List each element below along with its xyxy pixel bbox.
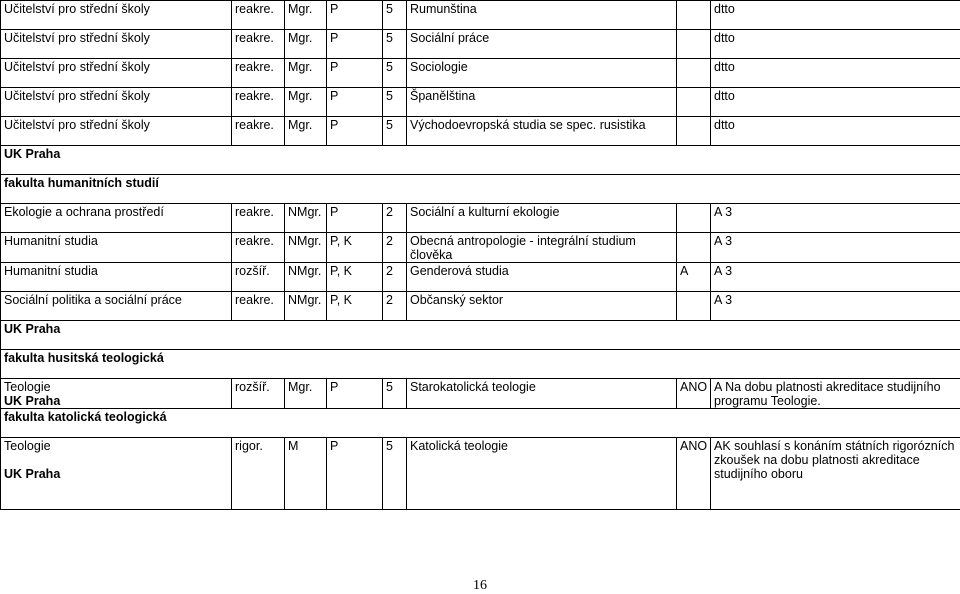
note-cell: dtto (711, 1, 960, 30)
study-field-cell: Učitelství pro střední školy (1, 59, 232, 88)
duration-cell: 5 (383, 88, 407, 117)
accreditation-type-cell: reakre. (232, 117, 285, 146)
study-field-cell: Učitelství pro střední školy (1, 30, 232, 59)
study-form-cell: P, K (327, 292, 383, 321)
study-programme-cell: Katolická teologie (407, 438, 677, 510)
section-header-cell: fakulta katolická teologická (1, 409, 960, 438)
duration-cell: 2 (383, 204, 407, 233)
study-field-cell (1, 438, 232, 510)
university-label: UK Praha (4, 394, 231, 408)
note-cell: A 3 (711, 204, 960, 233)
decision-cell (677, 117, 711, 146)
decision-cell (677, 233, 711, 263)
study-form-cell: P (327, 88, 383, 117)
note-cell: AK souhlasí s konáním státních rigorózních zkoušek na dobu platnosti akreditace studijního oboru (711, 438, 960, 510)
section-header-row (1, 175, 960, 204)
page-number: 16 (0, 578, 960, 594)
study-field-text: Teologie (4, 380, 51, 394)
study-programme-cell: Španělština (407, 88, 677, 117)
decision-cell: ANO (677, 379, 711, 409)
accreditation-type-cell: reakre. (232, 204, 285, 233)
table-row (1, 233, 960, 263)
study-form-cell: P (327, 59, 383, 88)
table-row (1, 117, 960, 146)
duration-cell: 5 (383, 30, 407, 59)
table-row (1, 88, 960, 117)
note-cell: A 3 (711, 263, 960, 292)
study-field-cell: Ekologie a ochrana prostředí (1, 204, 232, 233)
note-cell: dtto (711, 117, 960, 146)
accreditation-type-cell: reakre. (232, 1, 285, 30)
study-form-cell: P, K (327, 263, 383, 292)
decision-cell: ANO (677, 438, 711, 510)
section-header-row (1, 321, 960, 350)
study-programme-cell: Obecná antropologie - integrální studium člověka (407, 233, 677, 263)
study-field-cell (1, 379, 232, 409)
section-header-row (1, 350, 960, 379)
study-form-cell: P (327, 30, 383, 59)
table-row (1, 1, 960, 30)
study-field-cell: Učitelství pro střední školy (1, 88, 232, 117)
section-header-cell: UK Praha (1, 146, 960, 175)
degree-cell: Mgr. (285, 88, 327, 117)
decision-cell (677, 292, 711, 321)
duration-cell: 5 (383, 117, 407, 146)
study-form-cell: P (327, 117, 383, 146)
study-form-cell: P (327, 379, 383, 409)
duration-cell: 2 (383, 233, 407, 263)
study-field-cell: Učitelství pro střední školy (1, 117, 232, 146)
accreditation-type-cell: reakre. (232, 59, 285, 88)
study-programme-cell: Genderová studia (407, 263, 677, 292)
study-programme-cell: Starokatolická teologie (407, 379, 677, 409)
accreditation-type-cell: rozšíř. (232, 263, 285, 292)
degree-cell: NMgr. (285, 233, 327, 263)
accreditation-type-cell: reakre. (232, 88, 285, 117)
degree-cell: NMgr. (285, 263, 327, 292)
degree-cell: M (285, 438, 327, 510)
decision-cell (677, 204, 711, 233)
section-header-cell: fakulta husitská teologická (1, 350, 960, 379)
section-header-cell: fakulta humanitních studií (1, 175, 960, 204)
section-header-row (1, 409, 960, 438)
accreditation-type-cell: reakre. (232, 292, 285, 321)
duration-cell: 5 (383, 59, 407, 88)
study-field-cell: Humanitní studia (1, 233, 232, 263)
duration-cell: 2 (383, 292, 407, 321)
table-row (1, 59, 960, 88)
degree-cell: Mgr. (285, 1, 327, 30)
table-row (1, 438, 960, 510)
duration-cell: 5 (383, 379, 407, 409)
decision-cell (677, 1, 711, 30)
accreditation-type-cell: rozšíř. (232, 379, 285, 409)
accreditation-type-cell: reakre. (232, 30, 285, 59)
section-header-cell: UK Praha (1, 321, 960, 350)
study-field-cell: Učitelství pro střední školy (1, 1, 232, 30)
degree-cell: Mgr. (285, 379, 327, 409)
decision-cell: A (677, 263, 711, 292)
degree-cell: Mgr. (285, 30, 327, 59)
table-row (1, 30, 960, 59)
study-form-cell: P, K (327, 233, 383, 263)
duration-cell: 5 (383, 438, 407, 510)
decision-cell (677, 59, 711, 88)
study-field-cell: Sociální politika a sociální práce (1, 292, 232, 321)
degree-cell: NMgr. (285, 204, 327, 233)
study-field-text: Teologie (4, 439, 51, 453)
table-row (1, 263, 960, 292)
study-programme-cell: Občanský sektor (407, 292, 677, 321)
note-cell: A Na dobu platnosti akreditace studijního programu Teologie. (711, 379, 960, 409)
study-programme-cell: Rumunština (407, 1, 677, 30)
decision-cell (677, 88, 711, 117)
study-form-cell: P (327, 438, 383, 510)
study-form-cell: P (327, 204, 383, 233)
decision-cell (677, 30, 711, 59)
degree-cell: NMgr. (285, 292, 327, 321)
duration-cell: 2 (383, 263, 407, 292)
table-row (1, 292, 960, 321)
university-label: UK Praha (4, 467, 231, 481)
duration-cell: 5 (383, 1, 407, 30)
degree-cell: Mgr. (285, 59, 327, 88)
study-programme-cell: Sociální a kulturní ekologie (407, 204, 677, 233)
section-header-row (1, 146, 960, 175)
study-programme-cell: Sociologie (407, 59, 677, 88)
note-cell: dtto (711, 88, 960, 117)
study-field-cell: Humanitní studia (1, 263, 232, 292)
degree-cell: Mgr. (285, 117, 327, 146)
study-form-cell: P (327, 1, 383, 30)
note-cell: dtto (711, 30, 960, 59)
accreditation-type-cell: reakre. (232, 233, 285, 263)
study-programme-cell: Sociální práce (407, 30, 677, 59)
accreditation-type-cell: rigor. (232, 438, 285, 510)
note-cell: dtto (711, 59, 960, 88)
note-cell: A 3 (711, 292, 960, 321)
study-programme-cell: Východoevropská studia se spec. rusistika (407, 117, 677, 146)
table-row (1, 204, 960, 233)
note-cell: A 3 (711, 233, 960, 263)
table-row (1, 379, 960, 409)
